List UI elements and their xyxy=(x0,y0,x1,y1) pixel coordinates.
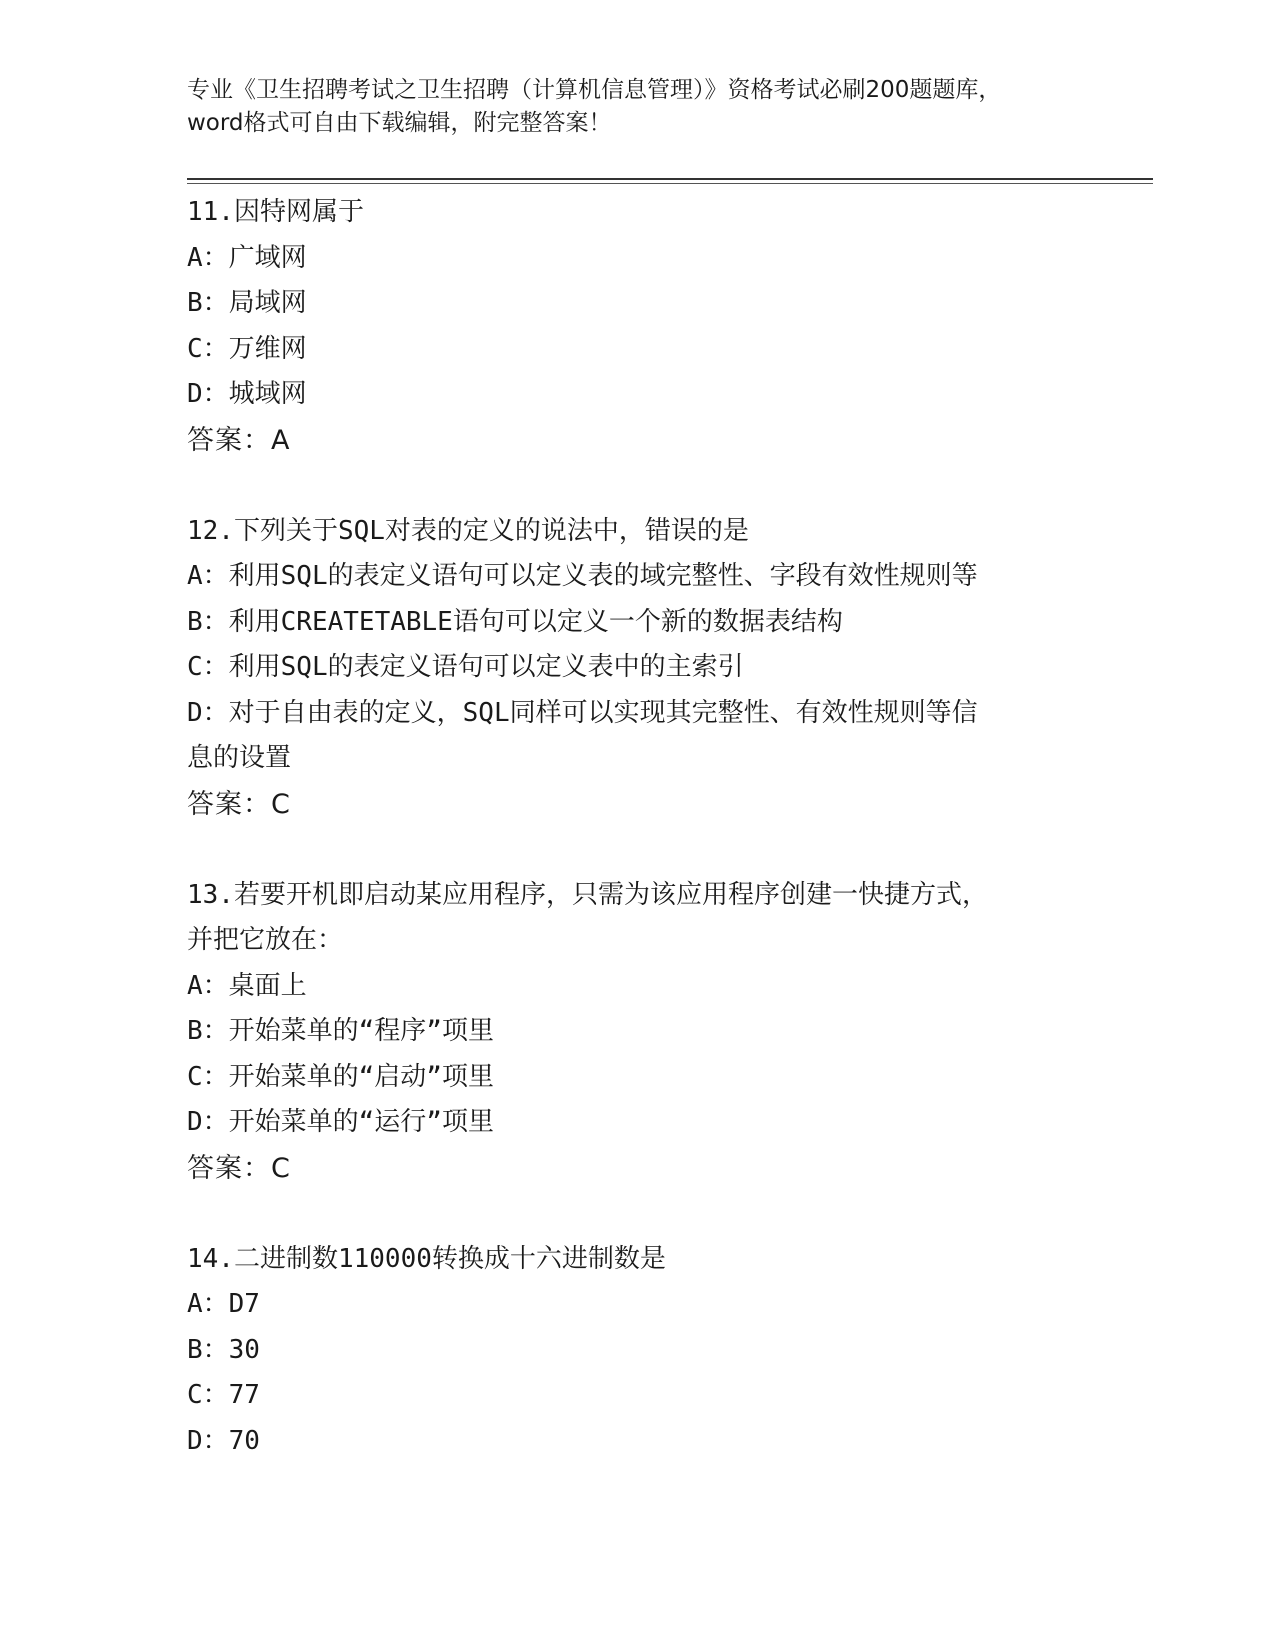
option-b: B：利用CREATETABLE语句可以定义一个新的数据表结构 xyxy=(187,606,843,637)
option-a: A：D7 xyxy=(187,1289,260,1319)
question-stem: 11.因特网属于 xyxy=(187,197,364,227)
question-spacer xyxy=(187,463,1087,509)
answer-line: 答案：C xyxy=(187,788,291,820)
question-block xyxy=(187,873,1087,1192)
question-spacer xyxy=(187,827,1087,873)
option-b: B：开始菜单的“程序”项里 xyxy=(187,1016,494,1046)
option-a: A：桌面上 xyxy=(187,970,307,1001)
option-c: C：利用SQL的表定义语句可以定义表中的主索引 xyxy=(187,652,744,682)
question-stem-continuation: 并把它放在： xyxy=(187,925,344,955)
header-line-2: word格式可自由下载编辑，附完整答案！ xyxy=(187,110,612,136)
option-c: C：万维网 xyxy=(187,333,307,364)
document-header xyxy=(187,74,1087,140)
option-d: D：开始菜单的“运行”项里 xyxy=(187,1107,494,1137)
option-d-continuation: 息的设置 xyxy=(187,743,292,773)
option-d: D：70 xyxy=(187,1425,260,1456)
option-b: B：30 xyxy=(187,1334,260,1365)
question-block xyxy=(187,509,1087,828)
option-c: C：开始菜单的“启动”项里 xyxy=(187,1061,494,1092)
question-spacer xyxy=(187,1191,1087,1237)
answer-line: 答案：A xyxy=(187,424,291,456)
question-block xyxy=(187,1237,1087,1465)
option-c: C：77 xyxy=(187,1380,260,1410)
option-a: A：利用SQL的表定义语句可以定义表的域完整性、字段有效性规则等 xyxy=(187,561,978,591)
header-line-1: 专业《卫生招聘考试之卫生招聘（计算机信息管理）》资格考试必刷200题题库， xyxy=(187,77,1002,103)
option-d: D：城域网 xyxy=(187,379,307,409)
option-a: A：广域网 xyxy=(187,242,307,273)
question-list xyxy=(187,190,1087,1464)
option-d: D：对于自由表的定义，SQL同样可以实现其完整性、有效性规则等信 xyxy=(187,697,978,728)
answer-line: 答案：C xyxy=(187,1152,291,1184)
question-stem: 13.若要开机即启动某应用程序，只需为该应用程序创建一快捷方式， xyxy=(187,879,988,910)
option-b: B：局域网 xyxy=(187,288,307,318)
question-stem: 12.下列关于SQL对表的定义的说法中，错误的是 xyxy=(187,515,749,546)
header-divider-thick xyxy=(187,178,1153,180)
header-divider-thin xyxy=(187,183,1153,184)
question-block xyxy=(187,190,1087,463)
question-stem: 14.二进制数110000转换成十六进制数是 xyxy=(187,1243,666,1274)
